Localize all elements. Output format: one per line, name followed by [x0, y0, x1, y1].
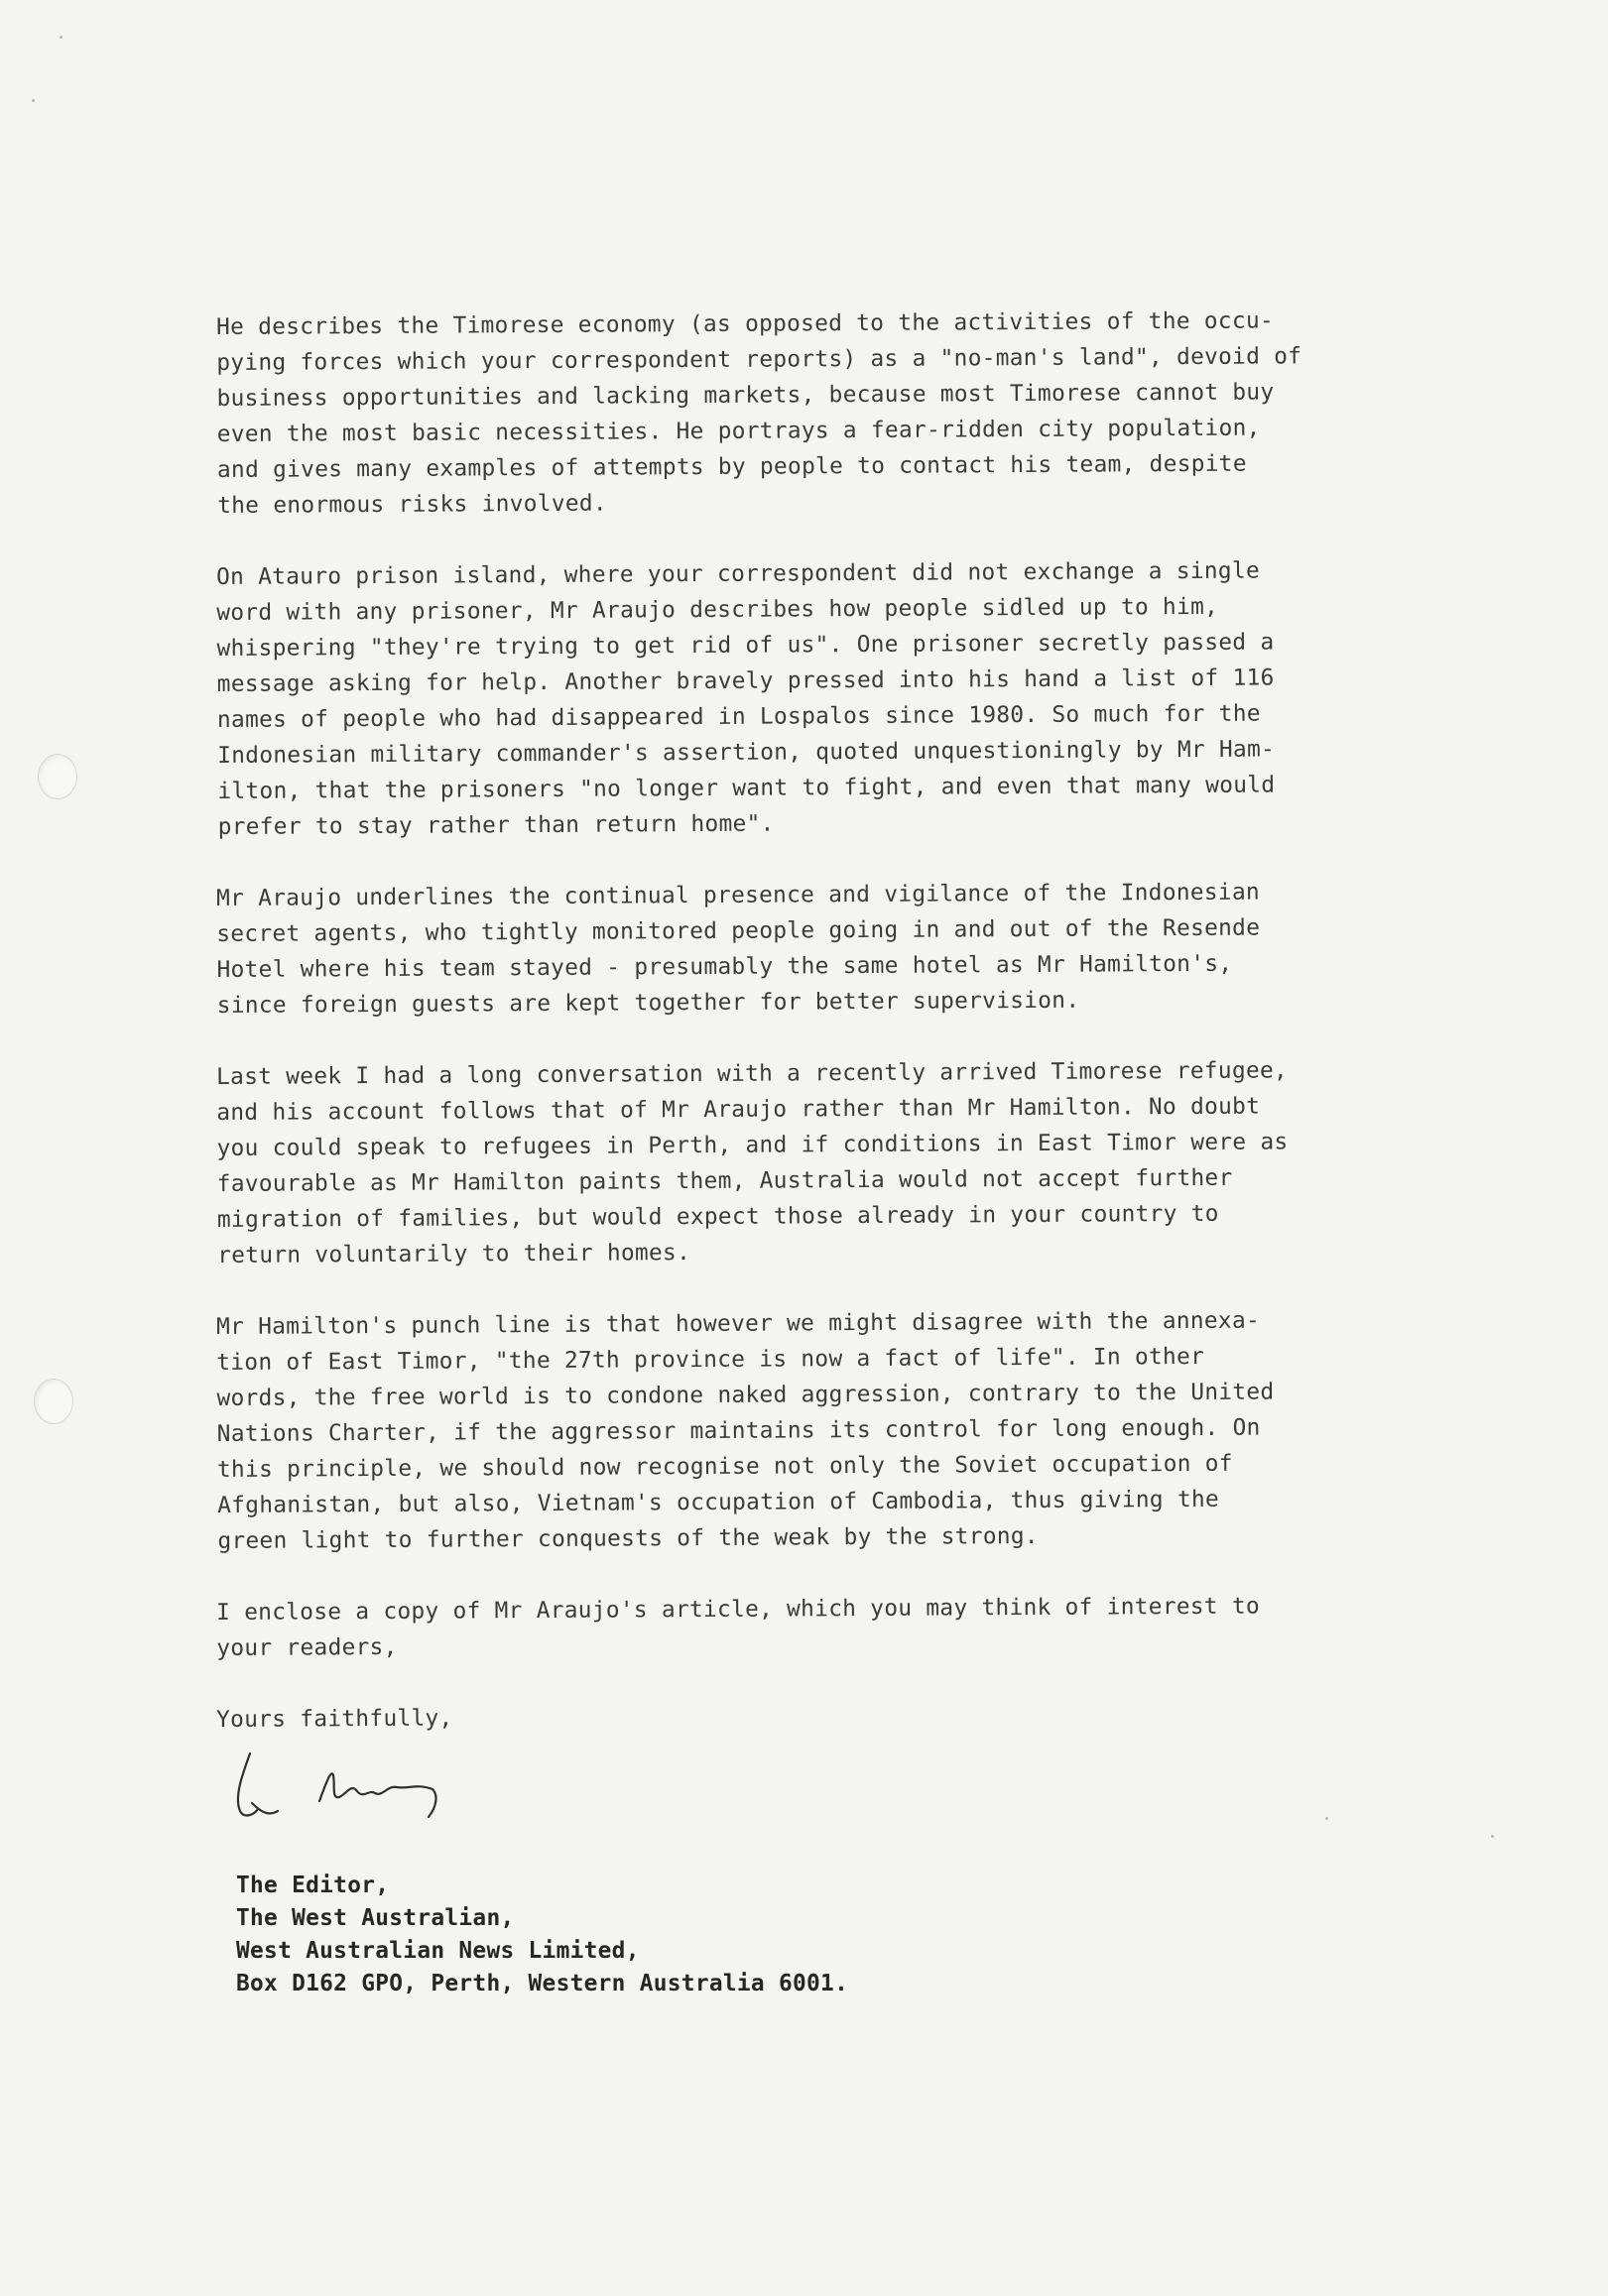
closing-block: [216, 1702, 1476, 1835]
letter-paragraph: Mr Hamilton's punch line is that however we might disagree with the annexa- tion of East Timor, "the 27th province is now a fact of life". In other words, the free world is to condone naked aggression, contrary to the United Nations Charter, if the aggressor maintains its control for long enough. On this principle, we should now recognise not only the Soviet occupation of Afghanistan, but also, Vietnam's occupation of Cambodia, thus giving the green light to further conquests of the weak by the strong.: [216, 1307, 1275, 1554]
paper-speck: [60, 36, 62, 39]
closing-salutation: Yours faithfully,: [216, 1705, 453, 1733]
paper-speck: [1491, 1835, 1494, 1838]
letter-paragraph: Mr Araujo underlines the continual presence and vigilance of the Indonesian secret agents, who tightly monitored people going in and out of the Resende Hotel where his team stayed - presumably the same hotel as Mr Hamilton's, since foreign guests are kept together for better supervision.: [216, 879, 1261, 1019]
address-line: West Australian News Limited,: [236, 1938, 640, 1964]
letter-paragraph: He describes the Timorese economy (as opposed to the activities of the occu- pying forces which your correspondent reports) as a "no-man's land", devoid of business opportunities and lacking markets, because most Timorese cannot buy even the most basic necessities. He portrays a fear-ridden city population, and gives many examples of attempts by people to contact his team, despite the enormous risks involved.: [216, 307, 1302, 519]
punch-hole: [38, 754, 77, 799]
letter-paragraph: On Atauro prison island, where your correspondent did not exchange a single word with any prisoner, Mr Araujo describes how people sidled up to him, whispering "they're trying to get rid of us". One prisoner secretly passed a message asking for help. Another bravely pressed into his hand a list of 116 names of people who had disappeared in Lospalos since 1980. So much for the Indonesian military commander's assertion, quoted unquestioningly by Mr Ham- ilton, that the prisoners "no longer want to fight, and even that many would prefer to stay rather than return home".: [216, 557, 1276, 840]
address-line: Box D162 GPO, Perth, Western Australia 6001.: [236, 1971, 849, 1996]
address-line: The West Australian,: [236, 1905, 515, 1931]
paper-speck: [32, 99, 35, 102]
letter-paragraph: Last week I had a long conversation with a recently arrived Timorese refugee, and his account follows that of Mr Araujo rather than Mr Hamilton. No doubt you could speak to refugees in Perth, and if conditions in East Timor were as favourable as Mr Hamilton paints them, Australia would not accept further migration of families, but would expect those already in your country to return voluntarily to their homes.: [216, 1057, 1289, 1269]
handwritten-signature: [228, 1746, 486, 1835]
letter-body: [216, 309, 1476, 1835]
address-line: The Editor,: [236, 1873, 390, 1898]
letter-paragraph: I enclose a copy of Mr Araujo's article, which you may think of interest to your readers,: [216, 1593, 1261, 1661]
punch-hole: [34, 1379, 73, 1424]
recipient-address: [236, 1870, 848, 2000]
